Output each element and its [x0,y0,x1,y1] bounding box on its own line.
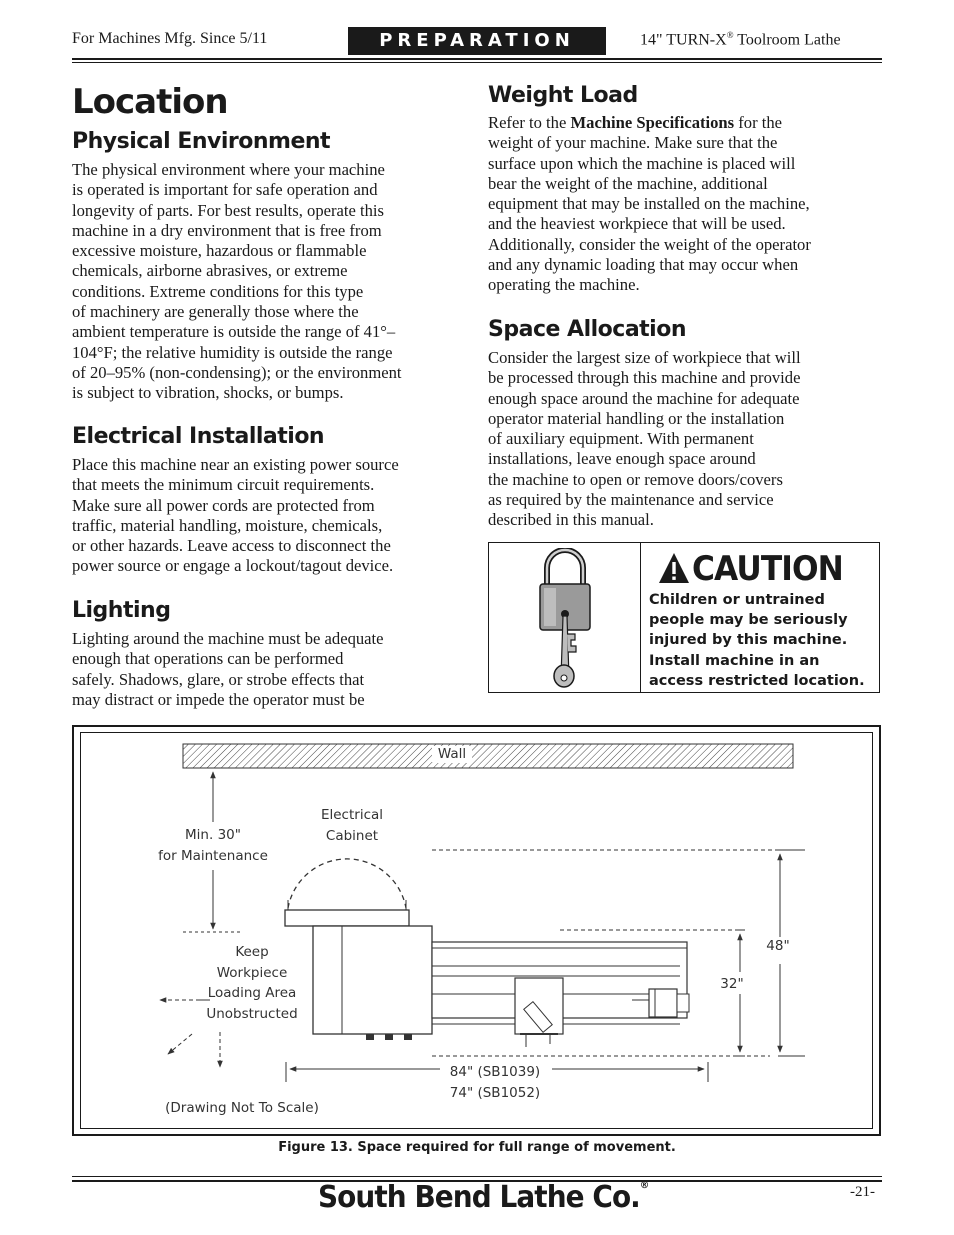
warning-triangle-icon [657,551,691,585]
text-line: power source or engage a lockout/tagout device. [72,556,394,576]
text-line: Additionally, consider the weight of the operator [488,234,811,254]
text-line: Children or untrained [649,592,825,608]
text-line: chemicals, airborne abrasives, or extreme [72,261,348,281]
text-line: and the heaviest workpiece that will be used. [488,214,786,234]
text-line: as required by the maintenance and service [488,490,774,510]
headstock [313,926,432,1034]
text-line: enough space around the machine for adequate [488,388,800,408]
text-line: injured by this machine. [649,632,848,649]
text-line: bear the weight of the machine, additional [488,173,768,193]
header-model [640,30,841,49]
wall [183,744,793,768]
electrical-installation-text [72,455,472,577]
text-line [488,113,883,133]
text-line: be processed through this machine and provide [488,368,801,388]
text-line: is operated is important for safe operation and [72,180,378,200]
lighting-text [72,629,472,710]
dimension-48-label: 48" [766,938,790,954]
header-model-name: 14" TURN-X [640,31,727,49]
label-line: 74" (SB1052) [449,1084,541,1101]
length-dimension-label [430,1062,560,1103]
heading-electrical-installation: Electrical Installation [72,424,325,449]
label-line: Cabinet [325,827,379,844]
text-line: operating the machine. [488,275,640,295]
weight-load-text [488,113,883,296]
text-line: the machine to open or remove doors/covers [488,469,783,489]
label-line: Unobstructed [206,1005,298,1022]
text-line: of machinery are generally those where the [72,302,359,322]
text-line: is subject to vibration, shocks, or bumps. [72,383,344,403]
registered-mark: ® [726,30,734,40]
heading-space-allocation: Space Allocation [488,317,687,342]
text-line: excessive moisture, hazardous or flammable [72,241,367,261]
text-line: traffic, material handling, moisture, chemicals, [72,515,383,535]
dimension-32-label: 32" [720,976,744,992]
text-line: 104°F; the relative humidity is outside the range [72,342,393,362]
caution-message [649,590,874,691]
text-line: longevity of parts. For best results, operate this [72,200,384,220]
header-rule [72,58,882,60]
text-line: conditions. Extreme conditions for this type [72,281,364,301]
text-line: weight of your machine. Make sure that the [488,133,778,153]
brand-registered-mark: ® [639,1180,649,1191]
min-maintenance-label [146,825,280,866]
physical-environment-text [72,160,472,404]
text-line: installations, leave enough space around [488,449,756,469]
section-banner: PREPARATION [348,27,606,55]
header-model-suffix: Toolroom Lathe [733,31,841,49]
heading-weight-load: Weight Load [488,83,638,108]
tailstock [649,989,677,1017]
text-line: safely. Shadows, glare, or strobe effects that [72,669,365,689]
text-line: and any dynamic loading that may occur when [488,255,799,275]
text-line: The physical environment where your machine [72,160,385,179]
text-line: Consider the largest size of workpiece that will [488,348,801,367]
label-line: Workpiece [216,964,288,981]
keep-clear-label [196,942,308,1024]
label-line: Electrical [320,807,384,823]
text-line: enough that operations can be performed [72,649,344,669]
text-line: people may be seriously [649,612,848,629]
header-rule-thin [72,62,882,63]
electrical-cabinet-label [300,805,404,846]
label-line: Min. 30" [185,827,241,843]
text-line: or other hazards. Leave access to disconnect the [72,536,391,556]
text-line: of auxiliary equipment. With permanent [488,429,754,449]
text-line: that meets the minimum circuit requirements. [72,475,375,495]
page-number: -21- [850,1184,875,1200]
machine-specifications-ref: Machine Specifications [570,113,735,132]
electrical-cabinet [285,910,409,926]
text-line: Install machine in an [649,652,820,669]
label-line: Loading Area [207,985,297,1001]
text-line: Lighting around the machine must be adequate [72,629,384,648]
text-span: for the [734,113,783,132]
page-title: Location [72,82,228,122]
text-line: machine in a dry environment that is free from [72,220,382,240]
text-line: ambient temperature is outside the range of 41°– [72,322,396,342]
label-line: Keep [235,944,269,960]
brand-logo [318,1180,648,1215]
text-line: operator material handling or the installation [488,408,785,428]
label-line: for Maintenance [158,847,268,864]
text-line: access restricted location. [649,672,865,689]
text-line: of 20–95% (non-condensing); or the environment [72,362,402,382]
figure-caption: Figure 13. Space required for full range of movement. [278,1140,676,1155]
padlock-key-icon [525,548,605,690]
heading-physical-environment: Physical Environment [72,129,331,154]
brand-name: South Bend Lathe Co. [318,1180,640,1215]
footer-rule-thin [72,1176,882,1177]
text-line: Place this machine near an existing power source [72,455,399,474]
space-allocation-text [488,348,883,531]
text-line: surface upon which the machine is placed will [488,153,796,173]
text-line: described in this manual. [488,510,654,530]
text-line: may distract or impede the operator must be [72,689,365,709]
text-line: equipment that may be installed on the machine, [488,194,810,214]
wall-label: Wall [432,746,472,762]
header-machine-date: For Machines Mfg. Since 5/11 [72,30,268,47]
label-line: 84" (SB1039) [449,1064,541,1080]
text-span: Refer to the [488,113,571,132]
caution-heading: CAUTION [692,549,843,589]
text-line: Make sure all power cords are protected from [72,495,375,515]
heading-lighting: Lighting [72,598,171,623]
not-to-scale-note: (Drawing Not To Scale) [165,1100,319,1116]
